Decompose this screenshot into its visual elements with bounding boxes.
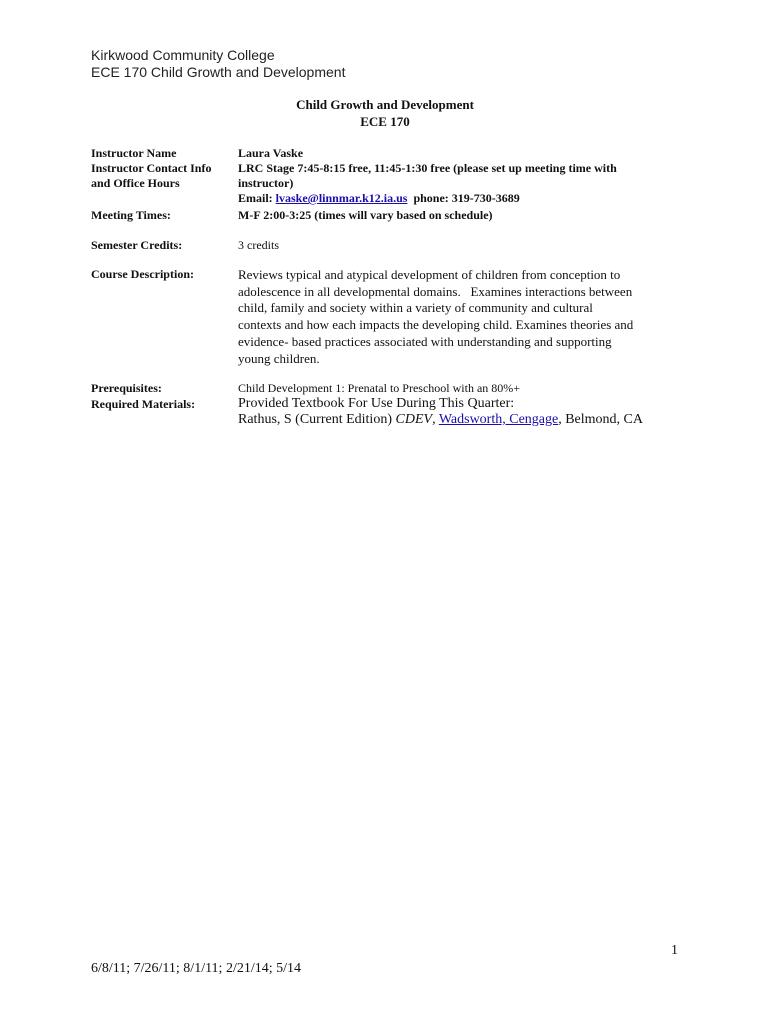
instructor-name-label: Instructor Name [91,146,177,160]
materials-label: Required Materials: [91,397,196,411]
instructor-values [238,146,678,206]
prereq-label: Prerequisites: [91,381,162,395]
description-text [238,267,678,367]
description-line: child, family and society within a variety of community and cultural [238,300,593,316]
page-header [91,47,345,81]
description-line: young children. [238,350,320,366]
description-line: adolescence in all developmental domains. Examines interactions between [238,283,633,299]
description-line: evidence- based practices associated with understanding and supporting [238,333,612,349]
revision-dates: 6/8/11; 7/26/11; 8/1/11; 2/21/14; 5/14 [91,961,302,976]
title-line-2: ECE 170 [360,114,410,129]
citation-separator: , [432,412,439,427]
prereq-value: Child Development 1: Prenatal to Preschool with an 80%+ [238,381,521,395]
email-link[interactable]: lvaske@linnmar.k12.ia.us [275,191,408,205]
textbook-citation [238,412,678,428]
textbook-author: Rathus, S (Current Edition) [238,412,396,427]
office-hours-line-2: instructor) [238,176,294,190]
description-line: Reviews typical and atypical development of children from conception to [238,267,621,282]
instructor-contact-label: Instructor Contact Info [91,161,212,175]
publisher-place: , Belmond, CA [558,412,643,427]
meeting-value: M-F 2:00-3:25 (times will vary based on schedule) [238,208,493,222]
page-number: 1 [671,943,678,958]
credits-value: 3 credits [238,238,279,252]
instructor-labels [91,146,231,191]
materials-line-1: Provided Textbook For Use During This Quarter: [238,396,515,411]
college-name: Kirkwood Community College [91,47,275,63]
meeting-label: Meeting Times: [91,208,171,222]
description-label: Course Description: [91,267,194,281]
description-line: contexts and how each impacts the developing child. Examines theories and [238,317,634,333]
title-line-1: Child Growth and Development [296,97,474,112]
office-hours-label: and Office Hours [91,176,180,190]
office-hours-line-1: LRC Stage 7:45-8:15 free, 11:45-1:30 free (please set up meeting time with [238,161,617,175]
textbook-title: CDEV [395,412,433,427]
phone-text: phone: 319-730-3689 [407,191,520,205]
email-label: Email: [238,191,276,205]
course-header: ECE 170 Child Growth and Development [91,64,346,80]
materials-value [238,396,678,428]
document-title [0,96,770,130]
contact-line [238,191,678,206]
publisher-link[interactable]: Wadsworth, Cengage [438,412,559,427]
credits-label: Semester Credits: [91,238,183,252]
instructor-name: Laura Vaske [238,146,304,160]
